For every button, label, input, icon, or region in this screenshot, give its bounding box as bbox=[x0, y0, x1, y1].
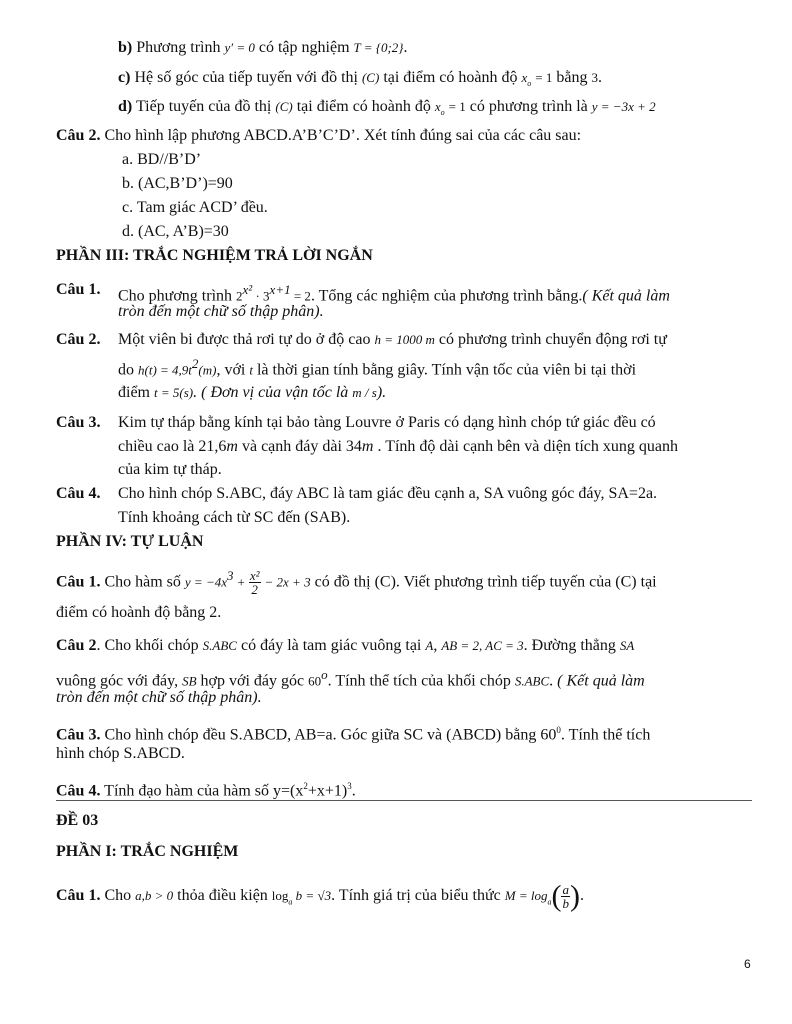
p3-q4-line1: Cho hình chóp S.ABC, đáy ABC là tam giác đều cạnh a, SA vuông góc đáy, SA=2a. bbox=[118, 485, 658, 502]
line-d: d) Tiếp tuyến của đồ thị (C) tại điểm có hoành độ $x_o = 1$ có phương trình là y = −3x + 2 bbox=[118, 98, 656, 118]
p4-q2-line2: vuông góc với đáy, SB hợp với đáy góc 60$^o$. Tính thể tích của khối chóp S.ABC. ( Kết quả làm bbox=[56, 667, 645, 690]
p4-q3-line1: Câu 3. Cho hình chóp đều S.ABCD, AB=a. Góc giữa SC và (ABCD) bằng $60^0$. Tính thể tích bbox=[56, 725, 651, 744]
p3-q2-line1: Một viên bi được thả rơi tự do ở độ cao h = 1000 m có phương trình chuyển động rơi tự bbox=[118, 331, 667, 348]
fraction: $\frac{a}{b}$ bbox=[562, 882, 569, 911]
option-a: a. BD//B’D’ bbox=[122, 151, 202, 168]
p4-q2-line3: tròn đến một chữ số thập phân). bbox=[56, 689, 262, 706]
p4-q2-line1: Câu 2. Cho khối chóp S.ABC có đáy là tam giác vuông tại A, AB = 2, AC = 3. Đường thẳng SA bbox=[56, 637, 635, 654]
p3-q2-line3: điểm t = 5(s). ( Đơn vị của vận tốc là m / s). bbox=[118, 384, 387, 401]
option-b: b. (AC,B’D’)=90 bbox=[122, 175, 233, 192]
p3-q1-label: Câu 1. bbox=[56, 281, 101, 298]
option-c: c. Tam giác ACD’ đều. bbox=[122, 199, 268, 216]
section-heading-part1: PHẦN I: TRẮC NGHIỆM bbox=[56, 843, 239, 860]
section-heading-part3: PHẦN III: TRẮC NGHIỆM TRẢ LỜI NGẮN bbox=[56, 247, 373, 264]
p4-q1-line1: Câu 1. Cho hàm số $y = -4x^3$ + $\frac{\text{x²}}{2}$ − 2x + 3 có đồ thị (C). Viết phương trình tiếp tuyến của (C) tại bbox=[56, 568, 657, 598]
p3-q1-line1: Cho phương trình $2^{x^2} \cdot 3^{x+1} = 2$. Tổng các nghiệm của phương trình bằng.( Kết quả làm bbox=[118, 282, 670, 305]
fraction: $\frac{\text{x²}}{2}$ bbox=[249, 568, 260, 598]
p4-q1-line2: điểm có hoành độ bằng 2. bbox=[56, 604, 222, 621]
p4-q4-line1: Câu 4. Tính đạo hàm của hàm số $y=(x^2+x+1)^3$. bbox=[56, 781, 356, 800]
p3-q3-label: Câu 3. bbox=[56, 414, 101, 431]
exam-title: ĐỀ 03 bbox=[56, 812, 99, 829]
p3-q4-line2: Tính khoảng cách từ SC đến (SAB). bbox=[118, 509, 351, 526]
p3-q2-line2: do $h(t) = 4,9t^2(m)$, với t là thời gian tính bằng giây. Tính vận tốc của viên bi tại thời bbox=[118, 356, 637, 379]
p3-q3-line3: của kim tự tháp. bbox=[118, 461, 222, 478]
p3-q1-line2: tròn đến một chữ số thập phân). bbox=[118, 303, 324, 320]
section-heading-part4: PHẦN IV: TỰ LUẬN bbox=[56, 533, 204, 550]
d3-q1-line1: Câu 1. Cho a,b > 0 thỏa điều kiện $\log_a b = √3$. Tính giá trị của biểu thức $M = \log_a$( $\frac{a}{b}$ ). bbox=[56, 879, 584, 913]
p3-q2-label: Câu 2. bbox=[56, 331, 101, 348]
p3-q4-label: Câu 4. bbox=[56, 485, 101, 502]
p4-q3-line2: hình chóp S.ABCD. bbox=[56, 745, 185, 762]
page-number: 6 bbox=[744, 957, 751, 971]
line-c: c) Hệ số góc của tiếp tuyến với đồ thị (C) tại điểm có hoành độ $x_o = 1$ bằng 3. bbox=[118, 69, 602, 89]
p3-q3-line1: Kim tự tháp bằng kính tại bảo tàng Louvre ở Paris có dạng hình chóp tứ giác đều có bbox=[118, 414, 656, 431]
line-b: b) Phương trình y′ = 0 có tập nghiệm T = {0;2}. bbox=[118, 39, 408, 56]
question-2: Câu 2. Cho hình lập phương ABCD.A’B’C’D’. Xét tính đúng sai của các câu sau: bbox=[56, 127, 582, 144]
p3-q3-line2: chiều cao là 21,6m và cạnh đáy dài 34m . Tính độ dài cạnh bên và diện tích xung quanh bbox=[118, 438, 679, 455]
section-divider bbox=[56, 800, 752, 801]
option-d: d. (AC, A’B)=30 bbox=[122, 223, 229, 240]
